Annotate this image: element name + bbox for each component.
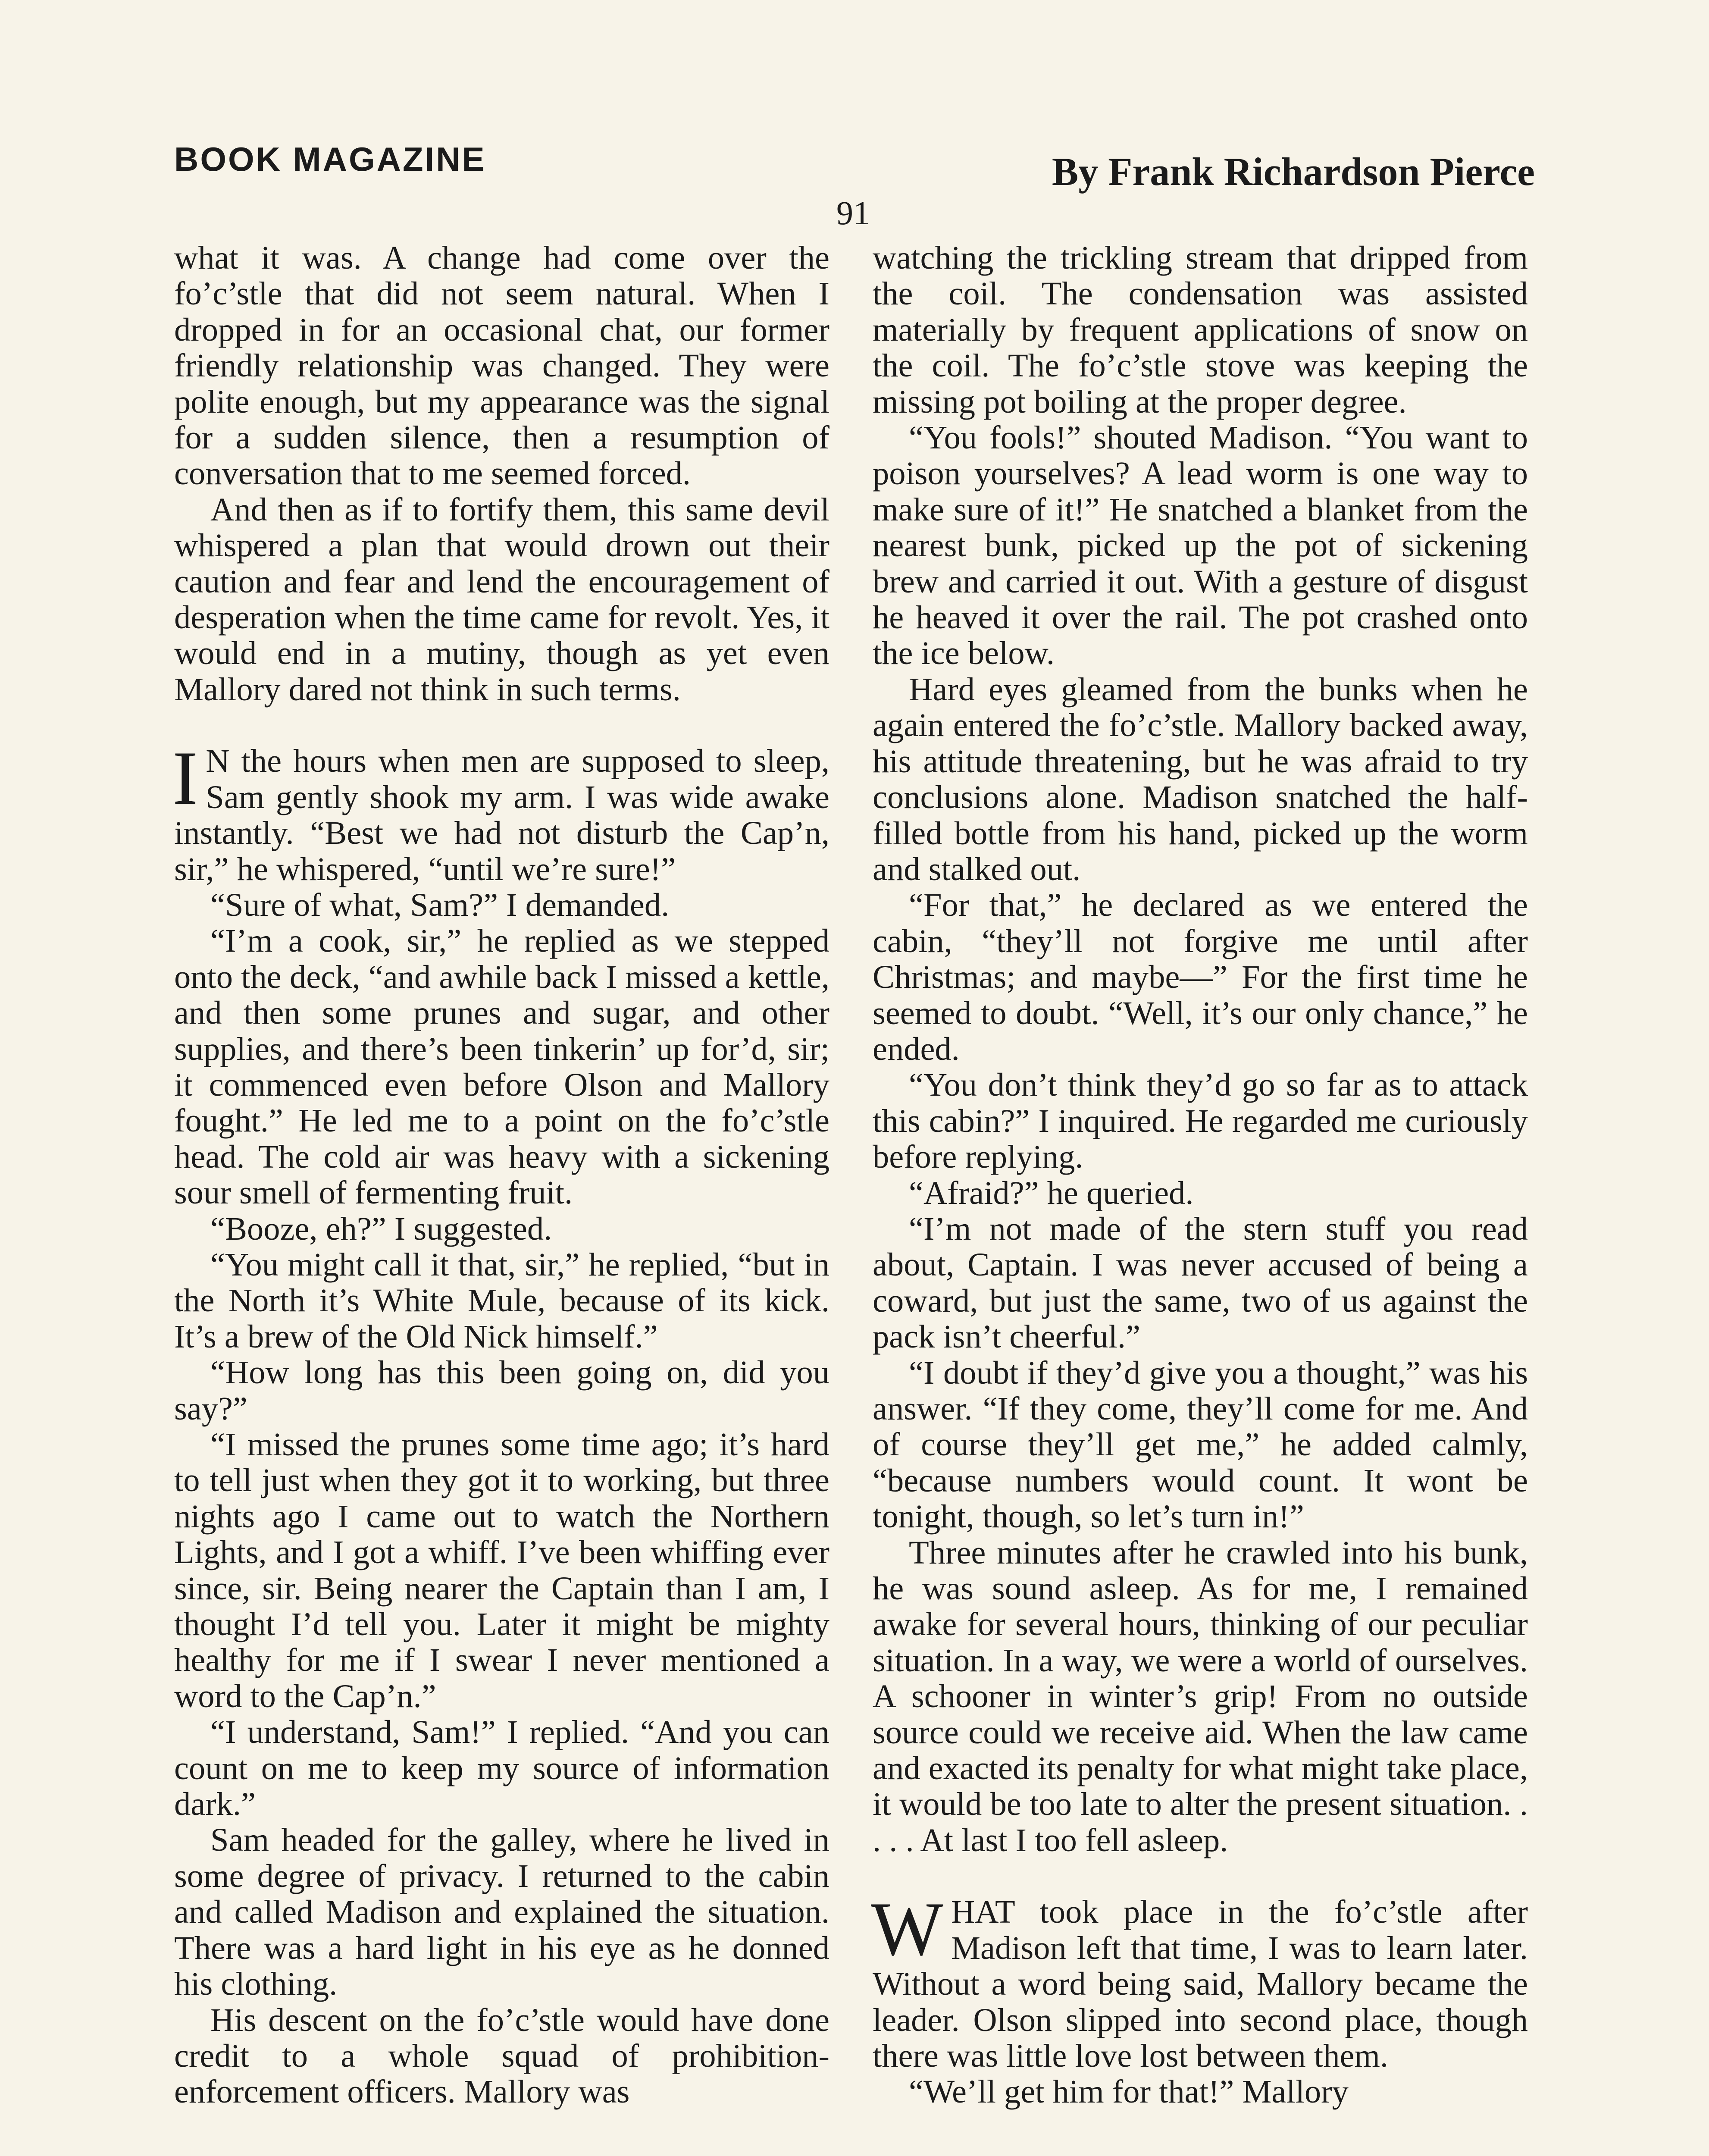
paragraph: “I missed the prunes some time ago; it’s hard to tell just when they got it to working, but three nights ago I came out to watch the Northern Lights, and I got a whiff. I’ve been whiffing ever since, sir. Being nearer the Captain than I am, I thought I’d tell you. Later it might be mighty healthy for me if I swear I never mentioned a word to the Cap’n.”	[174, 1426, 829, 1714]
paragraph: “We’ll get him for that!” Mallory	[909, 2073, 1349, 2110]
paragraph: “For that,” he declared as we entered the cabin, “they’ll not forgive me until after Christmas; and maybe—” For the first time he seemed to doubt. “Well, it’s our only chance,” he ended.	[873, 887, 1528, 1067]
paragraph: “Booze, eh?” I suggested.	[210, 1210, 552, 1247]
section-paragraph	[172, 735, 829, 887]
author-byline: By Frank Richardson Pierce	[1052, 150, 1535, 194]
paragraph: “You fools!” shouted Madison. “You want to poison yourselves? A lead worm is one way to make sure of it!” He snatched a blanket from the nearest bunk, picked up the pot of sickening brew and carried it out. With a gesture of disgust he heaved it over the rail. The pot crashed onto the ice below.	[873, 419, 1528, 672]
paragraph-text: HAT took place in the fo’c’stle after Madison left that time, I was to learn later. Without a word being said, Mallory became the leader. Olson slipped into second place, though there was little love lost between them.	[873, 1893, 1528, 2074]
paragraph: watching the trickling stream that dripped from the coil. The condensation was assisted materially by frequent applications of snow on the coil. The fo’c’stle stove was keeping the missing pot boiling at the proper degree.	[873, 239, 1528, 420]
paragraph: And then as if to fortify them, this same devil whispered a plan that would drown out their caution and fear and lend the encouragement of desperation when the time came for revolt. Yes, it would end in a mutiny, though as yet even Mallory dared not think in such terms.	[174, 491, 829, 708]
section-paragraph	[871, 1886, 1528, 2074]
paragraph: His descent on the fo’c’stle would have done credit to a whole squad of prohibition-enforcement officers. Mallory was	[174, 2001, 829, 2110]
paragraph: “I understand, Sam!” I replied. “And you can count on me to keep my source of information dark.”	[174, 1714, 829, 1823]
paragraph: “I doubt if they’d give you a thought,” was his answer. “If they come, they’ll come for me. And of course they’ll get me,” he added calmly, “because numbers would count. It wont be tonight, though, so let’s turn in!”	[873, 1354, 1528, 1535]
right-column	[873, 240, 1528, 2110]
page-number: 91	[836, 194, 870, 232]
paragraph: Sam headed for the galley, where he lived in some degree of privacy. I returned to the cabin and called Madison and explained the situation. There was a hard light in his eye as he donned his clothing.	[174, 1821, 829, 2002]
paragraph-text: N the hours when men are supposed to sleep, Sam gently shook my arm. I was wide awake instantly. “Best we had not disturb the Cap’n, sir,” he whispered, “until we’re sure!”	[174, 743, 829, 887]
drop-cap: W	[871, 1886, 944, 1972]
paragraph: what it was. A change had come over the fo’c’stle that did not seem natural. When I dropped in for an occasional chat, our former friendly relationship was changed. They were polite enough, but my appearance was the signal for a sudden silence, then a resumption of conversation that to me seemed forced.	[174, 239, 829, 492]
paragraph: “You might call it that, sir,” he replied, “but in the North it’s White Mule, because of its kick. It’s a brew of the Old Nick himself.”	[174, 1246, 829, 1355]
magazine-title: BOOK MAGAZINE	[174, 140, 486, 178]
paragraph: “Sure of what, Sam?” I demanded.	[210, 886, 670, 923]
left-column	[174, 240, 829, 2110]
paragraph: “You don’t think they’d go so far as to attack this cabin?” I inquired. He regarded me curiously before replying.	[873, 1066, 1528, 1175]
paragraph: “Afraid?” he queried.	[909, 1174, 1194, 1211]
paragraph: “I’m a cook, sir,” he replied as we stepped onto the deck, “and awhile back I missed a kettle, and then some prunes and sugar, and other supplies, and there’s been tinkerin’ up for’d, sir; it commenced even before Olson and Mallory fought.” He led me to a point on the fo’c’stle head. The cold air was heavy with a sickening sour smell of fermenting fruit.	[174, 922, 829, 1211]
paragraph: Three minutes after he crawled into his bunk, he was sound asleep. As for me, I remained awake for several hours, thinking of our peculiar situation. In a way, we were a world of ourselves. A schooner in winter’s grip! From no outside source could we receive aid. When the law came and exacted its penalty for what might take place, it would be too late to alter the present situation. . . . . At last I too fell asleep.	[873, 1534, 1528, 1858]
paragraph: “How long has this been going on, did you say?”	[174, 1354, 829, 1427]
drop-cap: I	[172, 735, 198, 821]
paragraph: Hard eyes gleamed from the bunks when he again entered the fo’c’stle. Mallory backed away, his attitude threatening, but he was afraid to try conclusions alone. Madison snatched the half-filled bottle from his hand, picked up the worm and stalked out.	[873, 671, 1528, 887]
paragraph: “I’m not made of the stern stuff you read about, Captain. I was never accused of being a coward, but just the same, two of us against the pack isn’t cheerful.”	[873, 1210, 1528, 1355]
